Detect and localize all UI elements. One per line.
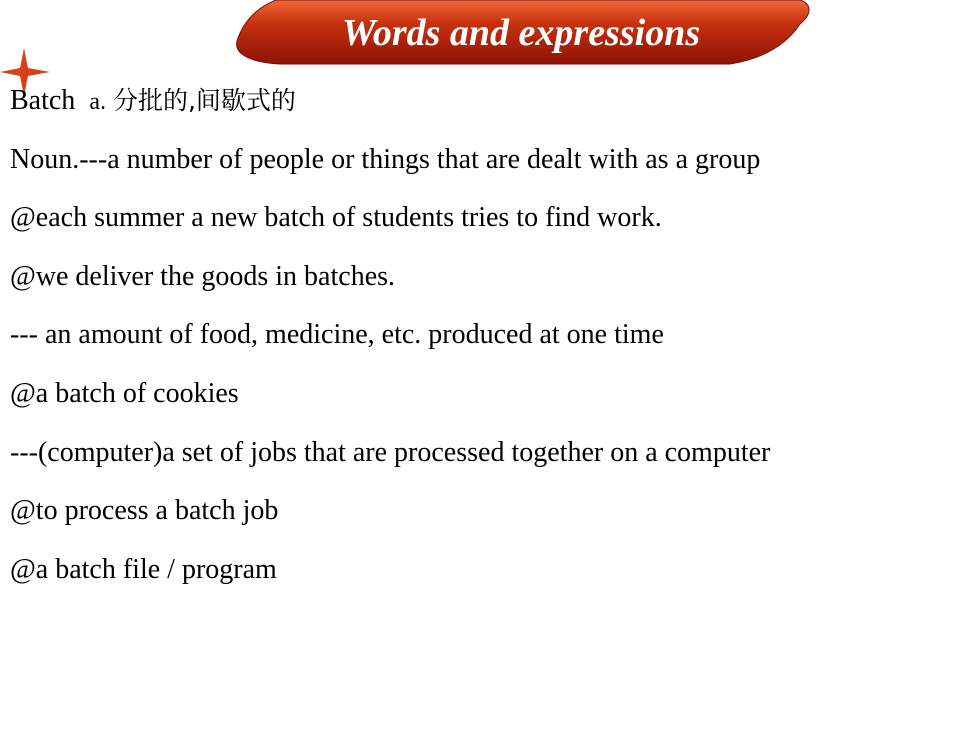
headword: Batch [10,85,76,116]
example-line: @each summer a new batch of students tries to find work. [10,202,662,234]
part-of-speech: a. [89,89,106,115]
title-banner [0,0,980,80]
definition-noun: Noun.---a number of people or things that are dealt with as a group [10,143,761,175]
example-line: @we deliver the goods in batches. [10,260,396,292]
page-title: Words and expressions [341,12,701,54]
headword-line [10,80,970,139]
example-line: @a batch file / program [10,553,277,585]
content-lines [10,80,970,607]
definition-food: --- an amount of food, medicine, etc. produced at one time [10,319,664,351]
chinese-meaning: 分批的,间歇式的 [112,86,296,115]
definition-computer: ---(computer)a set of jobs that are processed together on a computer [10,436,771,468]
example-line: @a batch of cookies [10,377,239,409]
example-line: @to process a batch job [10,495,279,527]
